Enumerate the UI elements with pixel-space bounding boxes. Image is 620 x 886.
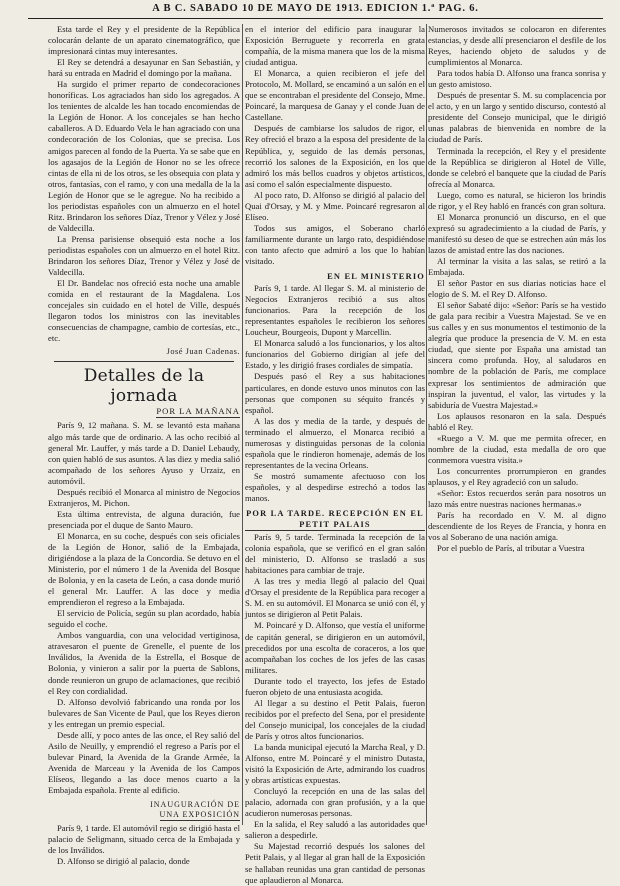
paragraph: Al llegar a su destino el Petit Palais, fueron recibidos por el prefecto del Sena, por el presidente del Consejo municipal, los concejales de la ciudad de París y otros altos funcionarios. <box>245 697 425 741</box>
paragraph: La Prensa parisiense obsequió esta noche a los periodistas españoles con un almuerzo en el hotel Ritz. Brindaron los señores Díaz, Trenor y Vélez y José de Valdecilla. <box>48 233 240 278</box>
column-3 <box>428 24 606 825</box>
paragraph: Esta tarde el Rey y el presidente de la República colocarán delante de un aparato cinematográfico, que impresionará cintas muy interesantes. <box>48 24 240 57</box>
paragraph: Los concurrentes prorrumpieron en grandes aplausos, y el Rey agradeció con un saludo. <box>428 465 606 487</box>
paragraph: Luego, como es natural, se hicieron los brindis de rigor, y el Rey habló en francés con gran soltura. <box>428 189 606 211</box>
paragraph: El señor Sabaté dijo: «Señor: París se ha vestido de gala para recibir a Vuestra Majestad. Se ve en sus calles y en sus monumentos el testimonio de la alegría que produce la presencia de V. M. en esta ciudad, que siente por España una amistad tan sincera como profunda. Hoy, al saludaros en nombre de la población de París, me complace expresar los sentimientos de admiración que inspiran la juventud, el valor, las virtudes y la sabiduría de Vuestra Majestad.» <box>428 300 606 410</box>
paragraph: El Monarca saludó a los funcionarios, y los altos funcionarios del Gobierno dirigían al jefe del Estado, y les dirigió frases cordiales de simpatía. <box>245 338 425 371</box>
paragraph: Ambos vanguardia, con una velocidad vertiginosa, atravesaron el puente de Grenelle, el puente de los Inválidos, la Avenida de la Estrella, el Bosque de Bolonia, y vinieron a salir por la puerta de Sablons, donde reunieron un grupo de aclamaciones, que recibió el Rey con cordialidad. <box>48 630 240 696</box>
paragraph: Después de cambiarse los saludos de rigor, el Rey ofreció el brazo a la esposa del presidente de la República, y, seguido de las demás personas, recorrió los salones de la Exposición, en los que admiró los más bellos cuadros y objetos artísticos, así como el salón especialmente dispuesto. <box>245 123 425 189</box>
paragraph: Durante todo el trayecto, los jefes de Estado fueron objeto de una entusiasta acogida. <box>245 675 425 697</box>
paragraph: Para todos había D. Alfonso una franca sonrisa y un gesto amistoso. <box>428 68 606 90</box>
paragraph: El Monarca pronunció un discurso, en el que expresó su agradecimiento a la ciudad de París, y manifestó su deseo de que se estrechen aún más los lazos de amistad entre las dos naciones. <box>428 211 606 255</box>
page-header: A B C. SABADO 10 DE MAYO DE 1913. EDICION 1.ª PAG. 6. <box>152 3 479 14</box>
subsection-heading: INAUGURACIÓN DE UNA EXPOSICIÓN <box>150 800 240 820</box>
header-rule <box>28 18 603 19</box>
paragraph: El Dr. Bandelac nos ofreció esta noche una amable comida en el restaurant de la Magdalena. Los concejales sin cuidado en el hotel de Ville, después llegaron todos los ministros con las inevitables consecuencias de champagne, cambio de cortesías, etc., etc. <box>48 278 240 344</box>
paragraph: El Rey se detendrá a desayunar en San Sebastián, y hará su entrada en Madrid el domingo por la mañana. <box>48 57 240 79</box>
paragraph: M. Poincaré y D. Alfonso, que vestía el uniforme de capitán general, se dirigieron en un automóvil, precedidos por una escolta de coraceros, a los que acompañaban los coches de los jefes de las casas militares. <box>245 620 425 675</box>
paragraph: Numerosos invitados se colocaron en diferentes estancias, y desde allí presenciaron el desfile de los Reyes, haciendo objeto de saludos y de cumplimientos al Monarca. <box>428 24 606 68</box>
paragraph: En la salida, el Rey saludó a las autoridades que salieron a despedirle. <box>245 819 425 841</box>
paragraph: París 9, 5 tarde. Terminada la recepción de la colonia española, que se verificó en el gran salón del ministerio, D. Alfonso se trasladó a sus habitaciones para cambiar de traje. <box>245 532 425 576</box>
paragraph: Al terminar la visita a las salas, se retiró a la Embajada. <box>428 255 606 278</box>
paragraph: Después de presentar S. M. su complacencia por el acto, y en un largo y sentido discurso, contestó al presidente del Consejo municipal, que le dirigió unas palabras de bienvenida en nombre de la ciudad de París. <box>428 90 606 145</box>
paragraph: D. Alfonso devolvió fabricando una ronda por los bulevares de San Vicente de Paul, que los Reyes dieron y les entregan un premio especial. <box>48 696 240 729</box>
paragraph: A las tres y media llegó al palacio del Quai d'Orsay el presidente de la República para recoger a S. M. en su automóvil. El Monarca se unió con él, y juntos se dirigieron al Petit Palais. <box>245 576 425 620</box>
paragraph: Por el pueblo de París, al tributar a Vuestra <box>437 543 585 554</box>
paragraph: París 9, 1 tarde. El automóvil regio se dirigió hasta el palacio de Seligmann, situado cerca de la Embajada y de los Inválidos. <box>48 823 240 856</box>
paragraph: Después recibió el Monarca al ministro de Negocios Extranjeros, M. Pichon. <box>48 486 240 508</box>
paragraph: El Monarca, a quien recibieron el jefe del Protocolo, M. Mollard, se encaminó a un salón en el que se encontraban el presidente del Consejo, Mme. Poincaré, la marquesa de Ganay y el conde Juan de Castellane. <box>245 68 425 123</box>
divider <box>54 361 234 362</box>
subsection-heading: EN EL MINISTERIO <box>327 272 425 282</box>
subsection-heading: POR LA TARDE. RECEPCIÓN EN EL PETIT PALAIS <box>245 508 425 531</box>
paragraph: Los aplausos resonaron en la sala. Después habló el Rey. <box>428 410 606 432</box>
paragraph: Al poco rato, D. Alfonso se dirigió al palacio del Quai d'Orsay, y M. y Mme. Poincaré regresaron al Elíseo. <box>245 189 425 222</box>
section-subtitle: POR LA MAÑANA <box>48 406 240 418</box>
paragraph: D. Alfonso se dirigió al palacio, donde <box>57 856 190 867</box>
paragraph: El señor Pastor en sus diarias noticias hace el elogio de S. M. el Rey D. Alfonso. <box>428 278 606 300</box>
paragraph: en el interior del edificio para inaugurar la Exposición Berruguete y recorrerla en grata compañía, de la misma manera que los de la misma ciudad antigua. <box>245 24 425 68</box>
paragraph: «Ruego a V. M. que me permita ofrecer, en nombre de la ciudad, esta medalla de oro que conmemora vuestra visita.» <box>428 432 606 465</box>
section-title: Detalles de la jornada <box>83 366 205 407</box>
paragraph: Su Majestad recorrió después los salones del Petit Palais, y al llegar al gran hall de la Exposición se hallaban reunidas una gran cantidad de personas que aplaudieron al Monarca. <box>245 841 425 885</box>
paragraph: El servicio de Policía, según su plan acordado, había seguido el coche. <box>48 608 240 630</box>
paragraph: Concluyó la recepción en una de las salas del palacio, adornada con gran profusión, y a la que acudieron numerosas personas. <box>245 786 425 819</box>
paragraph: Ha surgido el primer reparto de condecoraciones honoríficas. Los agraciados han sido los agregados. A los tenientes de alcalde les han tocado encomiendas de la Legión de Honor. A los concejales se han hecho caballeros. A D. Eduardo Vela le han agraciado con una condecoración de los Colonias, que se precisa. Los amigos parecen al fondo de la Puerta. Ya se sabe que en los agasajos de la Legión de Honor no se les ofrece cintas de ella ni de los otros, se les obsequia con plata y otros, fantasías, con el ramo, y con una medalla de la la Legión de Honor que se le agregue. No ha recibido a los periodistas españoles con un almuerzo en el hotel Ritz. Brindaron los señores Díaz, Trenor y Vélez y José de Valdecilla. <box>48 79 240 233</box>
paragraph: «Señor: Estos recuerdos serán para nosotros un lazo más entre nuestras naciones hermanas.» <box>428 487 606 510</box>
column-rule-1 <box>242 24 243 825</box>
paragraph: Terminada la recepción, el Rey y el presidente de la República se dirigieron al Hotel de Ville, donde se celebró el banquete que la ciudad de París ofrecía al Monarca. <box>428 145 606 189</box>
paragraph: Todos sus amigos, el Soberano charló familiarmente durante un largo rato, despidiéndose con tanto afecto que admiró a los que lo habían visitado. <box>245 222 425 266</box>
paragraph: El Monarca, en su coche, después con seis oficiales de la Legión de Honor, salió de la Embajada, dirigiéndose a la plaza de la Concordia. Se detuvo en el Ministerio, por el número 1 de la Avenida del Bosque de Bolonia, y en la caseta de León, a casa donde murió el general Mr. Lauffer. A las doce y media emprendieron el regreso a la Embajada. <box>48 530 240 608</box>
column-2 <box>245 24 425 885</box>
paragraph: París 9, 1 tarde. Al llegar S. M. al ministerio de Negocios Extranjeros recibió a sus altos funcionarios. Para la recepción de los representantes españoles le recibieron los señores Loucheur, Bourgeois, Dupont y Marcellin. <box>245 283 425 338</box>
paragraph: Se mostró sumamente afectuoso con los españoles, y al despedirse estrechó a todos las manos. <box>245 470 425 503</box>
paragraph: París ha recordado en V. M. al digno descendiente de los Reyes de Francia, y honra en vos al Soberano de una nación amiga. <box>428 510 606 543</box>
paragraph: A las dos y media de la tarde, y después de terminado el almuerzo, el Monarca recibió a numerosas y distinguidas personas de la colonia española que le rindieron homenaje, además de los representantes de la vecina Orleans. <box>245 415 425 470</box>
column-1 <box>48 24 240 867</box>
paragraph: Esta última entrevista, de alguna duración, fue presenciada por el duque de Santo Mauro. <box>48 508 240 530</box>
byline: José Juan Cadenas. <box>166 347 240 357</box>
paragraph: La banda municipal ejecutó la Marcha Real, y D. Alfonso, entre M. Poincaré y el ministro Dutasta, visitó la Exposición de Arte, admirando los cuadros y obras artísticas expuestas. <box>245 742 425 786</box>
paragraph: Después pasó el Rey a sus habitaciones particulares, en donde estuvo unos minutos con las personas que componen su séquito francés y español. <box>245 371 425 415</box>
column-rule-2 <box>426 24 427 825</box>
paragraph: París 9, 12 mañana. S. M. se levantó esta mañana algo más tarde que de ordinario. A las ocho recibió al general Mr. Lauffer, y más tarde a D. Daniel Lebaudy, con quien habló de sus asuntos. A las diez y media salió acompañado de los señores Ayuso y Urzaiz, en automóvil. <box>48 420 240 486</box>
paragraph: Desde allí, y poco antes de las once, el Rey salió del Asilo de Neuilly, y emprendió el regreso a París por el bulevar Pinard, la Avenida de la Grande Armée, la Avenida de Marceau y la Avenida de los Campos Elíseos, llegando a las doce menos cuarto a la Embajada española. Frente al edificio. <box>48 729 240 795</box>
